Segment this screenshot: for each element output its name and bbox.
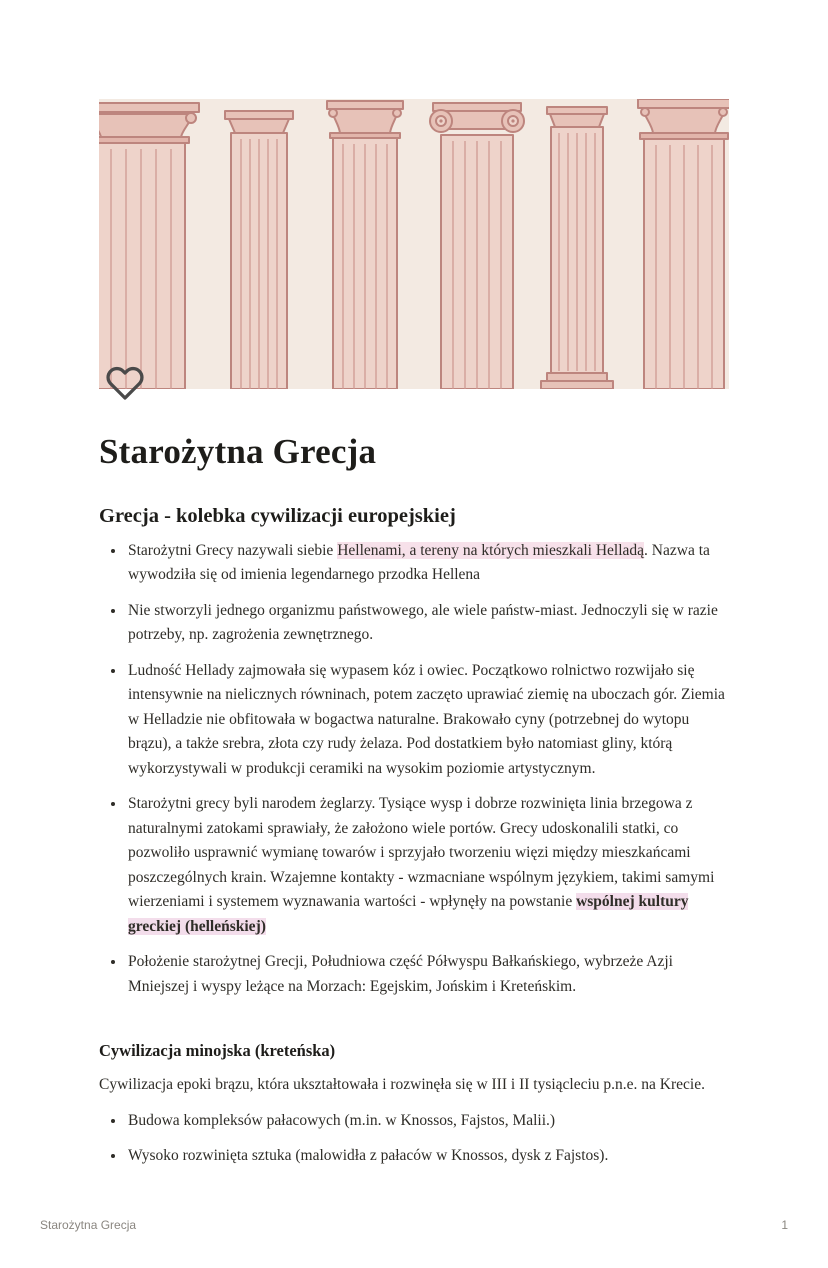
list-item-zeglarze [126,792,729,939]
main-bullet-list [99,539,729,999]
list-item-palace [126,1109,729,1133]
bullet-text: Budowa kompleksów pałacowych (m.in. w Knossos, Fajstos, Malii.) [128,1111,556,1129]
bullet-text: . Nazwa ta wywodziła się od imienia legendarnego przodka Hellena [128,542,710,584]
footer-page-number: 1 [781,1218,788,1232]
bold-highlighted-text: wspólnej kultury greckiej (helleńskiej) [128,893,689,935]
bullet-text: Starożytni grecy byli narodem żeglarzy. Tysiące wysp i dobrze rozwinięta linia brzegowa z naturalnymi zatokami sprawiały, że założono wiele portów. Grecy udoskonalili statki, co pozwoliło usprawnić wymianę towarów i sprzyjało tworzeniu więzi między mieszkańcami poszczególnych krain. Wzajemne kontakty - wzmacniane wspólnym językiem, takimi samymi wierzeniami i systemem wyznawania wartości - wpłynęły na powstanie [128,795,715,911]
highlighted-text: Hellenami, a tereny na których mieszkali Helladą [337,542,645,559]
sub-heading-minojska: Cywilizacja minojska (kreteńska) [99,1041,336,1061]
bullet-text: Wysoko rozwinięta sztuka (malowidła z pałaców w Knossos, dysk z Fajstos). [128,1147,609,1165]
bullet-text: Położenie starożytnej Grecji, Południowa część Półwyspu Bałkańskiego, wybrzeże Azji Mniejszej i wyspy leżące na Morzach: Egejskim, Jońskim i Kreteńskim. [128,953,673,995]
minoan-bullet-list [99,1109,729,1169]
heart-icon [105,363,145,403]
bullet-text: Nie stworzyli jednego organizmu państwowego, ale wiele państw-miast. Jednoczyli się w razie potrzeby, np. zagrożenia zewnętrznego. [128,601,718,644]
greek-columns-illustration [99,99,729,389]
list-item-sztuka [126,1144,729,1168]
list-item-ludnosc [126,659,729,781]
minoan-intro-paragraph: Cywilizacja epoki brązu, która ukształtowała i rozwinęła się w III i II tysiącleciu p.n.e. na Krecie. [99,1076,705,1094]
bullet-text: Starożytni Grecy nazywali siebie [128,542,338,559]
bullet-text: Ludność Hellady zajmowała się wypasem kóz i owiec. Początkowo rolnictwo rozwijało się intensywnie na nielicznych równinach, potem zaczęto uprawiać ziemię na uboczach gór. Ziemia w Helladzie nie obfitowała w bogactwa naturalne. Brakowało cyny (potrzebnej do wytopu brązu), a także srebra, złota czy rudy żelaza. Pod dostatkiem było natomiast gliny, którą wykorzystywali w produkcji ceramiki na wysokim poziomie artystycznym. [128,661,725,777]
section-heading-grecja: Grecja - kolebka cywilizacji europejskiej [99,505,456,527]
list-item-panstwa-miasta [126,599,729,648]
footer-document-title: Starożytna Grecja [40,1218,137,1232]
page-icon [105,363,145,403]
list-item-polozenie [126,950,729,999]
page-title: Starożytna Grecja [99,432,377,471]
cover-image [99,99,729,389]
document-page [99,99,729,1169]
list-item-hellenowie [126,539,729,588]
page-footer [40,1218,788,1232]
